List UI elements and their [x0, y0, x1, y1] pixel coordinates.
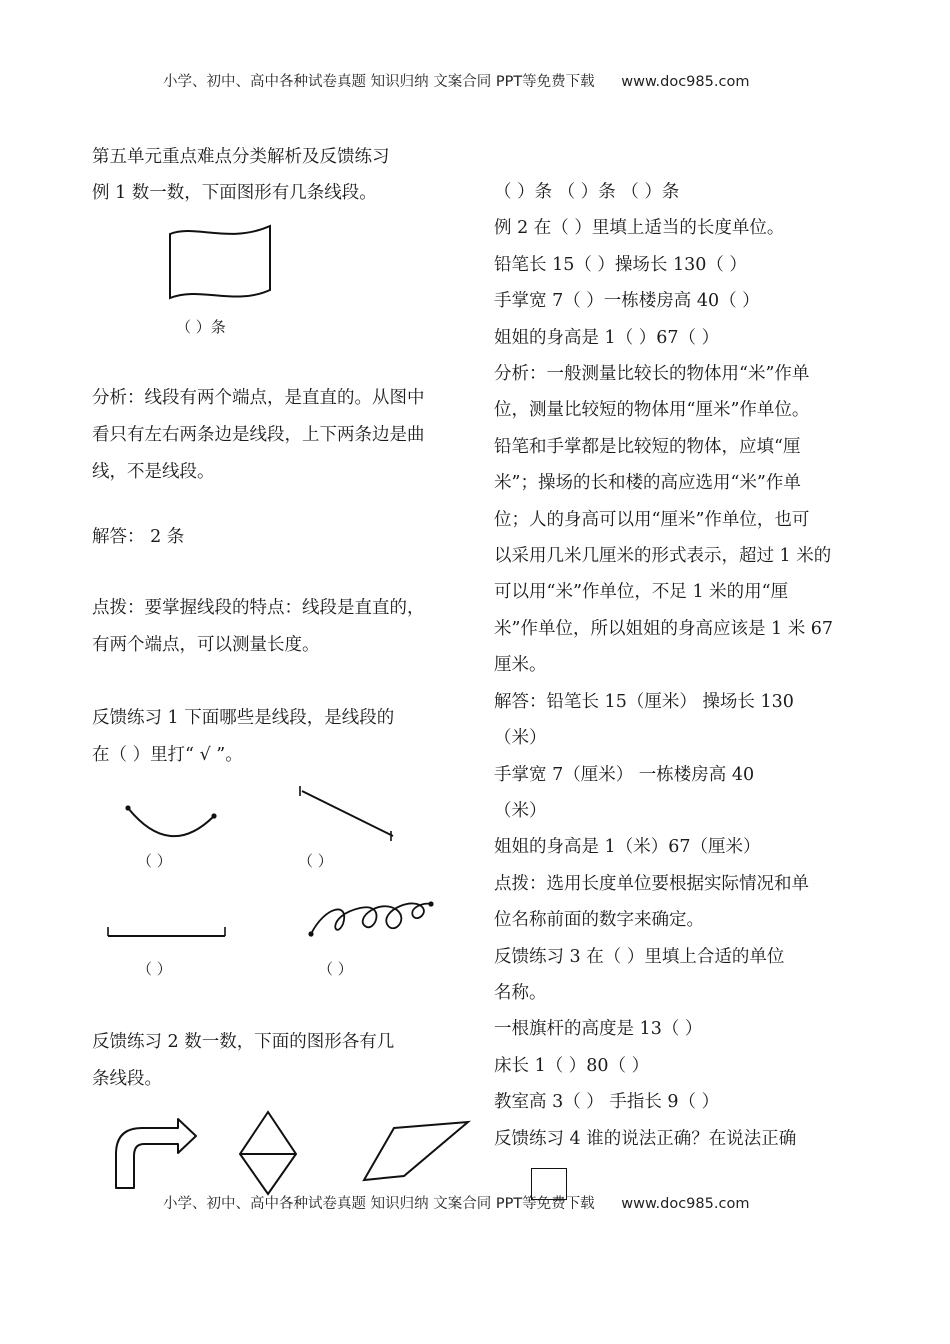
analysis-2-line: 以采用几米几厘米的形式表示，超过 1 米的 — [494, 546, 832, 567]
feedback-3-item: 教室高 3（ ） 手指长 9（ ） — [494, 1092, 720, 1113]
page-footer — [163, 1192, 749, 1213]
answer-2-line: （米） — [494, 800, 547, 821]
right-line: 铅笔长 15（ ）操场长 130（ ） — [494, 254, 747, 275]
right-column — [494, 174, 833, 1157]
spiral-figure — [305, 896, 445, 946]
answer-2-line: 姐姐的身高是 1（米）67（厘米） — [494, 837, 761, 858]
page-header — [163, 70, 749, 91]
example-1-answer-blank: （ ）条 — [176, 318, 226, 336]
right-line: 手掌宽 7（ ）一栋楼房高 40（ ） — [494, 291, 760, 312]
analysis-2-line: 铅笔和手掌都是比较短的物体，应填“厘 — [494, 436, 801, 457]
header-site: www.doc985.com — [621, 74, 750, 90]
bracket-segment-figure — [100, 922, 240, 944]
feedback-1-line: 在（ ）里打“ √ ”。 — [92, 745, 243, 765]
arrow-figure — [112, 1116, 202, 1192]
analysis-2-line: 分析：一般测量比较长的物体用“米”作单 — [494, 364, 810, 385]
feedback-2-line: 条线段。 — [92, 1069, 162, 1089]
tip-1 — [92, 590, 425, 664]
feedback-1-blank: （ ） — [137, 852, 172, 870]
feedback-3-item: 床长 1（ ）80（ ） — [494, 1055, 650, 1076]
tip-1-line: 有两个端点，可以测量长度。 — [92, 635, 320, 655]
example-1-figure — [160, 222, 280, 302]
tip-1-line: 点拨：要掌握线段的特点：线段是直直的， — [92, 598, 425, 618]
header-text: 小学、初中、高中各种试卷真题 知识归纳 文案合同 PPT等免费下载 — [163, 74, 595, 90]
feedback-1-question — [92, 700, 394, 774]
feedback-1-blank: （ ） — [137, 960, 172, 978]
analysis-1-line: 看只有左右两条边是线段，上下两条边是曲 — [92, 425, 425, 445]
answer-2-line: 手掌宽 7（厘米） 一栋楼房高 40 — [494, 764, 755, 785]
analysis-1-line: 线，不是线段。 — [92, 462, 215, 482]
curve-figure — [120, 800, 230, 850]
tip-2-line: 点拨：选用长度单位要根据实际情况和单 — [494, 873, 809, 894]
feedback-2-line: 反馈练习 2 数一数，下面的图形各有几 — [92, 1032, 395, 1052]
answer-2-line: （米） — [494, 728, 547, 749]
analysis-1 — [92, 380, 425, 491]
page-title: 第五单元重点难点分类解析及反馈练习 — [92, 147, 390, 167]
analysis-2-line: 厘米。 — [494, 655, 547, 676]
analysis-2-line: 米”作单位，所以姐姐的身高应该是 1 米 67 — [494, 618, 834, 639]
example-2-question: 例 2 在（ ）里填上适当的长度单位。 — [494, 218, 785, 239]
analysis-2-line: 位，测量比较短的物体用“厘米”作单位。 — [494, 400, 810, 421]
feedback-4-line: 反馈练习 4 谁的说法正确？在说法正确 — [494, 1128, 797, 1149]
diamond-figure — [236, 1108, 300, 1198]
feedback-3-item: 一根旗杆的高度是 13（ ） — [494, 1019, 703, 1040]
segment-figure — [295, 786, 405, 846]
trapezoid-figure — [360, 1118, 472, 1184]
feedback-3-line: 名称。 — [494, 982, 547, 1003]
footer-site: www.doc985.com — [621, 1196, 750, 1212]
feedback-2-question — [92, 1024, 394, 1098]
analysis-2-line: 米”；操场的长和楼的高应选用“米”作单 — [494, 473, 801, 494]
answer-2-line: 解答：铅笔长 15（厘米） 操场长 130 — [494, 691, 794, 712]
right-line: 姐姐的身高是 1（ ）67（ ） — [494, 327, 720, 348]
feedback-1-blank: （ ） — [298, 852, 333, 870]
right-line: （ ）条 （ ）条 （ ）条 — [494, 182, 680, 202]
footer-text: 小学、初中、高中各种试卷真题 知识归纳 文案合同 PPT等免费下载 — [163, 1196, 595, 1212]
analysis-1-line: 分析：线段有两个端点，是直直的。从图中 — [92, 388, 425, 408]
analysis-2-line: 位；人的身高可以用“厘米”作单位，也可 — [494, 509, 810, 530]
tip-2-line: 位名称前面的数字来确定。 — [494, 910, 704, 931]
feedback-1-blank: （ ） — [318, 960, 353, 978]
feedback-3-line: 反馈练习 3 在（ ）里填上合适的单位 — [494, 946, 785, 967]
analysis-2-line: 可以用“米”作单位，不足 1 米的用“厘 — [494, 582, 789, 603]
answer-1: 解答： 2 条 — [92, 527, 185, 547]
feedback-1-line: 反馈练习 1 下面哪些是线段，是线段的 — [92, 708, 395, 728]
example-1-question: 例 1 数一数，下面图形有几条线段。 — [92, 183, 377, 203]
